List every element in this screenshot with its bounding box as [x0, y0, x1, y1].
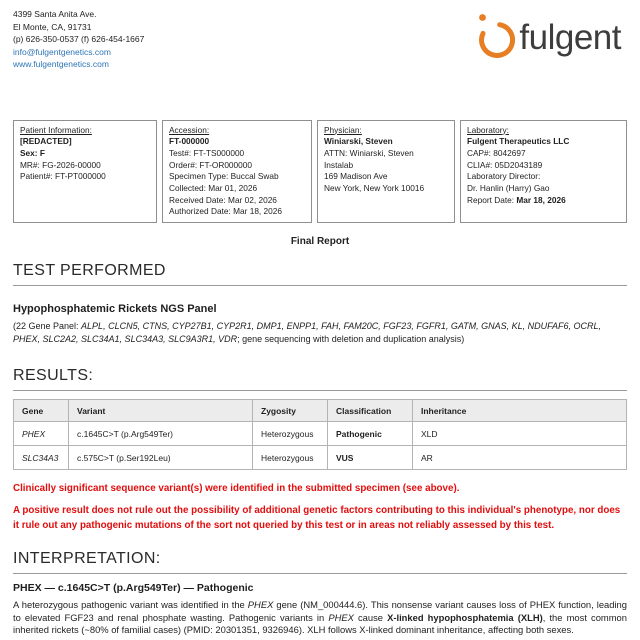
- inheritance-cell: XLD: [413, 422, 627, 446]
- interp-gene-symbol: PHEX: [328, 611, 354, 623]
- physician-org: Instalab: [324, 159, 354, 170]
- patient-name: [REDACTED]: [20, 136, 72, 147]
- results-table: [13, 399, 627, 470]
- interp-text: cause: [353, 611, 388, 623]
- patient-sex: Sex: F: [20, 147, 45, 158]
- fulgent-logo-arc-icon: [471, 8, 517, 64]
- column-header-classification: Classification: [328, 400, 413, 422]
- variant-interpretation-body: [13, 599, 627, 637]
- accession-id: FT-000000: [169, 136, 210, 147]
- cap-number: CAP#: 8042697: [467, 147, 526, 158]
- interp-gene-symbol: PHEX: [247, 599, 274, 611]
- accession-box: [162, 120, 312, 224]
- lab-director-label: Laboratory Director:: [467, 171, 541, 182]
- variant-interpretation-heading: PHEX — c.1645C>T (p.Arg549Ter) — Pathogenic: [13, 582, 254, 595]
- panel-desc-prefix: (22 Gene Panel:: [13, 321, 82, 332]
- interp-text: A heterozygous pathogenic variant was identified in the: [13, 599, 248, 611]
- interpretation-heading: INTERPRETATION:: [13, 550, 627, 574]
- report-date-label: Report Date:: [467, 194, 517, 205]
- gene-cell: PHEX: [14, 422, 69, 446]
- masthead: [13, 8, 627, 71]
- order-number: Order#: FT-OR000000: [169, 159, 253, 170]
- panel-desc-suffix: ; gene sequencing with deletion and duplication analysis): [237, 334, 465, 345]
- laboratory-title: Laboratory:: [467, 124, 509, 135]
- column-header-gene: Gene: [14, 400, 69, 422]
- results-table-header-row: [14, 400, 627, 422]
- lab-address-block: [13, 8, 144, 71]
- laboratory-name: Fulgent Therapeutics LLC: [467, 136, 570, 147]
- clia-number: CLIA#: 05D2043189: [467, 159, 543, 170]
- interp-condition-name: X-linked hypophosphatemia (XLH): [387, 611, 543, 623]
- physician-box: [317, 120, 455, 224]
- email-link[interactable]: info@fulgentgenetics.com: [13, 46, 111, 57]
- panel-gene-list: ALPL, CLCN5, CTNS, CYP27B1, CYP2R1, DMP1, ENPP1, FAH, FAM20C, FGF23, FGFR1, GATM, GNAS, KL, NDUFAF6, OCRL, PHEX, SLC2A2, SLC34A1, SLC34A3, SLC9A3R1, VDR: [13, 321, 602, 345]
- patient-info-title: Patient Information:: [20, 124, 92, 135]
- patient-mr-number: MR#: FG-2026-00000: [20, 159, 101, 170]
- zygosity-cell: Heterozygous: [253, 446, 328, 470]
- zygosity-cell: Heterozygous: [253, 422, 328, 446]
- info-boxes-row: [13, 120, 627, 224]
- address-line: (p) 626-350-0537 (f) 626-454-1667: [13, 34, 145, 44]
- laboratory-box: [460, 120, 627, 224]
- website-link[interactable]: www.fulgentgenetics.com: [13, 59, 109, 69]
- test-performed-heading: TEST PERFORMED: [13, 262, 627, 286]
- physician-attn: ATTN: Winiarski, Steven: [324, 147, 414, 158]
- report-date-line: [467, 195, 620, 207]
- report-date-value: Mar 18, 2026: [516, 194, 566, 205]
- patient-number: Patient#: FT-PT000000: [20, 171, 106, 182]
- physician-address-line: 169 Madison Ave: [324, 171, 388, 182]
- panel-description: [13, 320, 627, 346]
- address-line: El Monte, CA, 91731: [13, 21, 92, 32]
- column-header-inheritance: Inheritance: [413, 400, 627, 422]
- table-row: [14, 422, 627, 446]
- lab-director-name: Dr. Hanlin (Harry) Gao: [467, 183, 550, 194]
- physician-address-line: New York, New York 10016: [324, 183, 425, 194]
- inheritance-cell: AR: [413, 446, 627, 470]
- variant-cell: c.575C>T (p.Ser192Leu): [69, 446, 253, 470]
- column-header-zygosity: Zygosity: [253, 400, 328, 422]
- collected-date: Collected: Mar 01, 2026: [169, 183, 258, 194]
- panel-name: Hypophosphatemic Rickets NGS Panel: [13, 303, 217, 316]
- authorized-date: Authorized Date: Mar 18, 2026: [169, 206, 282, 217]
- positive-result-disclaimer: A positive result does not rule out the possibility of additional genetic factors contributing to this individual's phenotype, nor does it rule out any pathogenic mutations of the sort not queried by this test or in areas not reliably assessed by this test.: [13, 505, 621, 532]
- gene-cell: SLC34A3: [14, 446, 69, 470]
- classification-cell: Pathogenic: [328, 422, 413, 446]
- table-row: [14, 446, 627, 470]
- specimen-type: Specimen Type: Buccal Swab: [169, 171, 279, 182]
- classification-cell: VUS: [328, 446, 413, 470]
- final-report-label: Final Report: [290, 236, 350, 248]
- physician-name: Winiarski, Steven: [324, 136, 393, 147]
- received-date: Received Date: Mar 02, 2026: [169, 194, 277, 205]
- results-heading: RESULTS:: [13, 367, 627, 391]
- interp-text: , the most common inherited rickets (~80% of familial cases) (PMID: 20301351, 9326946). XLH follows X-linked dominant inheritance, affecting both sexes.: [13, 611, 627, 636]
- patient-info-box: [13, 120, 157, 224]
- test-number: Test#: FT-TS000000: [169, 147, 245, 158]
- column-header-variant: Variant: [69, 400, 253, 422]
- accession-title: Accession:: [169, 124, 210, 135]
- significant-finding-note: Clinically significant sequence variant(s) were identified in the submitted specimen (see above).: [13, 483, 460, 495]
- address-line: 4399 Santa Anita Ave.: [13, 9, 97, 19]
- physician-title: Physician:: [324, 124, 362, 135]
- variant-cell: c.1645C>T (p.Arg549Ter): [69, 422, 253, 446]
- interp-text: gene (NM_000444.6). This nonsense variant causes loss of PHEX function, leading to elevated FGF23 and renal phosphate wasting. Pathogenic variants in: [13, 599, 627, 623]
- fulgent-logo-text: fulgent: [519, 18, 621, 57]
- fulgent-logo: [471, 8, 621, 64]
